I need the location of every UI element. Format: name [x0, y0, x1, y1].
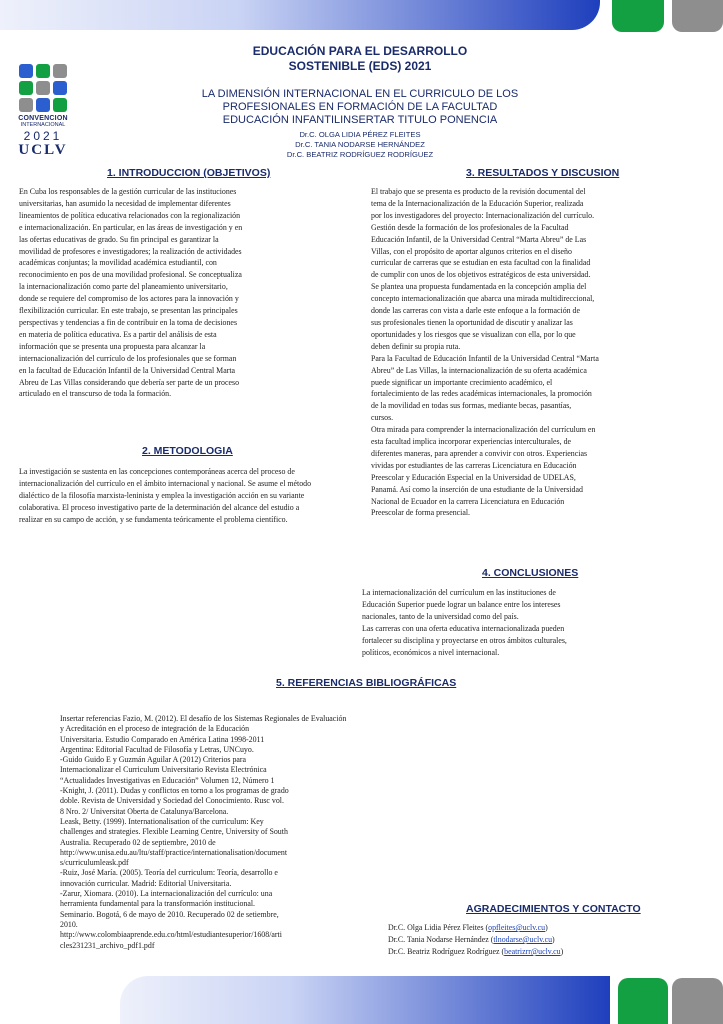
logo-tile	[19, 64, 33, 78]
conclusions-text: La internacionalización del currículum en las instituciones de Educación Superior puede lograr un balance entre los intereses nacionales, tanto de la universidad como del país. Las carreras con una oferta educativa internacionalizada pueden fortalecer su disciplina y proyectarse en otros ámbitos culturales, políticos, económicos a nivel internacional.	[362, 588, 567, 657]
references-heading: 5. REFERENCIAS BIBLIOGRÁFICAS	[276, 677, 457, 689]
logo-tile	[53, 81, 67, 95]
contact-entry	[388, 946, 708, 958]
paper-subtitle	[170, 88, 550, 127]
author-list	[240, 130, 480, 160]
title-line: EDUCACIÓN PARA EL DESARROLLO	[252, 44, 468, 58]
logo-tile	[36, 64, 50, 78]
bottom-green-tab	[618, 978, 668, 1024]
results-heading: 3. RESULTADOS Y DISCUSION	[466, 167, 620, 179]
author-name: Dr.C. OLGA LIDIA PÉREZ FLEITES	[299, 130, 421, 139]
bottom-blue-banner	[120, 976, 610, 1024]
contact-name: Dr.C. Beatriz Rodríguez Rodríguez (	[388, 947, 505, 956]
contact-name: Dr.C. Olga Lidia Pérez Fleites (	[388, 923, 489, 932]
logo-text-internacional: INTERNACIONAL	[20, 122, 66, 128]
contact-list	[388, 922, 708, 958]
contact-email-link[interactable]: beatrizrr@uclv.cu	[504, 947, 561, 956]
intro-heading: 1. INTRODUCCION (OBJETIVOS)	[107, 167, 271, 179]
bottom-gray-tab	[672, 978, 723, 1024]
contact-entry	[388, 934, 708, 946]
references-text: Insertar referencias Fazio, M. (2012). El desafío de los Sistemas Regionales de Evaluación y Acreditación en el proceso de integración de la Educación Universitaria. Estudio Comparado en América Latina 1998-2011 Argentina: Editorial Facultad de Filosofía y Letras, UNCuyo. -Guido Guido E y Guzmán Aguilar A (2012) Criterios para Internacionalizar el Curriculum Universitario Revista Electrónica “Actualidades Investigativas en Educación” Volumen 12, Número 1 -Knight, J. (2011). Dudas y conflictos en torno a los programas de grado doble. Revista de Universidad y Sociedad del Conocimiento. Rusc vol. 8 Nro. 2/ Universitat Oberta de Catalunya/Barcelona. Leask, Betty. (1999). Internationalisation of the curriculum: Key challenges and strategies. Flexible Learning Centre, University of South Australia. Recuperado 02 de septiembre, 2010 de http://www.unisa.edu.au/ltu/staff/practice/internationalisation/document s/curriculumleask.pdf -Ruiz, José María. (2005). Teoría del curriculum: Teoría, desarrollo e innovación curricular. Madrid: Editorial Universitaria. -Zarur, Xiomara. (2010). La internacionalización del currículo: una herramienta fundamental para la transformación institucional. Seminario. Bogotá, 6 de mayo de 2010. Recuperado 02 de setiembre, 2010. http://www.colombiaaprende.edu.co/html/estudiantesuperior/1608/arti cles231231_archivo_pdf1.pdf	[60, 714, 347, 950]
top-green-tab	[612, 0, 664, 32]
contact-close: )	[552, 935, 555, 944]
contact-close: )	[560, 947, 564, 956]
logo-tile	[19, 98, 33, 112]
logo-tile	[19, 81, 33, 95]
logo-year: 2021	[23, 129, 63, 143]
logo-tile	[53, 64, 67, 78]
contact-name: Dr.C. Tania Nodarse Hernández (	[388, 935, 494, 944]
subtitle-line: LA DIMENSIÓN INTERNACIONAL EN EL CURRICULO DE LOS	[201, 88, 519, 100]
conclusions-heading: 4. CONCLUSIONES	[482, 567, 579, 579]
logo-tile	[36, 81, 50, 95]
title-line: SOSTENIBLE (EDS) 2021	[288, 59, 432, 73]
intro-text: En Cuba los responsables de la gestión curricular de las instituciones universitarias, han asumido la necesidad de implementar diferentes lineamientos de política educativa relacionados con la regionalización e internacionalización. En particular, en las áreas de investigación y en las ofertas educativas de grado. Su fin principal es garantizar la movilidad de profesores e investigadores; la realización de actividades académicas conjuntas; la movilidad académica estudiantil, con reconocimiento en pos de una movilidad profesional. Se conceptualiza la internacionalización como parte del planeamiento universitario, donde se requiere del compromiso de los actores para la innovación y flexibilización curricular. En este trabajo, se presentan las principales perspectivas y tendencias a fin de contribuir en la toma de decisiones en materia de política educativa. Es a partir del análisis de esta información que se presenta una propuesta para alcanzar la internacionalización del currículo de los profesionales que se forman en la facultad de Educación Infantil de la Universidad Central Marta Abreu de Las Villas considerando que debería ser parte de un proceso articulado en el transcurso de toda la formación.	[19, 187, 243, 399]
author-name: Dr.C. BEATRIZ RODRÍGUEZ RODRÍGUEZ	[286, 150, 434, 159]
contact-entry	[388, 922, 708, 934]
contact-email-link[interactable]: opfleites@uclv.cu	[488, 923, 546, 932]
logo-tile	[53, 98, 67, 112]
top-blue-banner	[0, 0, 600, 30]
logo-tile-grid	[14, 64, 72, 112]
logo-text-convencion: CONVENCION	[18, 115, 68, 122]
convention-logo	[14, 64, 72, 157]
subtitle-line: PROFESIONALES EN FORMACIÓN DE LA FACULTAD	[222, 101, 498, 113]
contact-email-link[interactable]: tlnodarse@uclv.cu	[493, 935, 553, 944]
acknowledgments-heading: AGRADECIMIENTOS Y CONTACTO	[466, 903, 641, 915]
author-name: Dr.C. TANIA NODARSE HERNÁNDEZ	[295, 140, 425, 149]
logo-tile	[36, 98, 50, 112]
page-title	[180, 44, 540, 74]
method-text: La investigación se sustenta en las concepciones contemporáneas acerca del proceso de internacionalización del currículo en el ámbito internacional y nacional. Se asume el método dialéctico de la filosofía marxista-leninista y emplea la investigación acción en su variante colaborativa. El proceso investigativo parte de la determinación del alcance del estudio a realizar en su campo de acción, y se fundamenta teóricamente el problema científico.	[19, 467, 312, 524]
method-heading: 2. METODOLOGIA	[142, 445, 233, 457]
contact-close: )	[545, 923, 548, 932]
logo-acronym: UCLV	[18, 142, 68, 158]
subtitle-line: EDUCACIÓN INFANTILINSERTAR TITULO PONENCIA	[222, 114, 498, 126]
top-gray-tab	[672, 0, 723, 32]
results-text: El trabajo que se presenta es producto de la revisión documental del tema de la Internacionalización de la Educación Superior, realizada por los investigadores del proyecto: Internacionalización del currículo. Gestión desde la formación de los profesionales de la Facultad Educación Infantil, de la Universidad Central “Marta Abreu” de Las Villas, con el propósito de aportar algunos criterios en el diseño curricular de carreras que se estudian en esta facultad con la finalidad de cumplir con unos de los objetivos estratégicos de esta universidad. Se plantea una propuesta fundamentada en la concepción amplia del concepto internacionalización que abarca una mirada multidireccional, donde las carreras con vista a darle este enfoque a la formación de sus profesionales tienen la oportunidad de discutir y analizar las oportunidades y los riesgos que se visualizan con ella, por lo que deben definir su propia ruta. Para la Facultad de Educación Infantil de la Universidad Central “Marta Abreu” de Las Villas, la internacionalización de su oferta académica puede significar un importante crecimiento académico, el fortalecimiento de las redes académicas internacionales, la promoción de la movilidad en todas sus formas, mediante becas, pasantías, cursos. Otra mirada para comprender la internacionalización del currículum en esta facultad implica incorporar experiencias interculturales, de diferentes maneras, para aprender a convivir con otros. Experiencias vividas por estudiantes de las carreras Licenciatura en Educación Preescolar y Educación Especial en la Universidad de UDELAS, Panamá. Así como la inserción de una estudiante de la Universidad Nacional de Ecuador en la carrera Licenciatura en Educación Preescolar de forma presencial.	[371, 187, 599, 518]
